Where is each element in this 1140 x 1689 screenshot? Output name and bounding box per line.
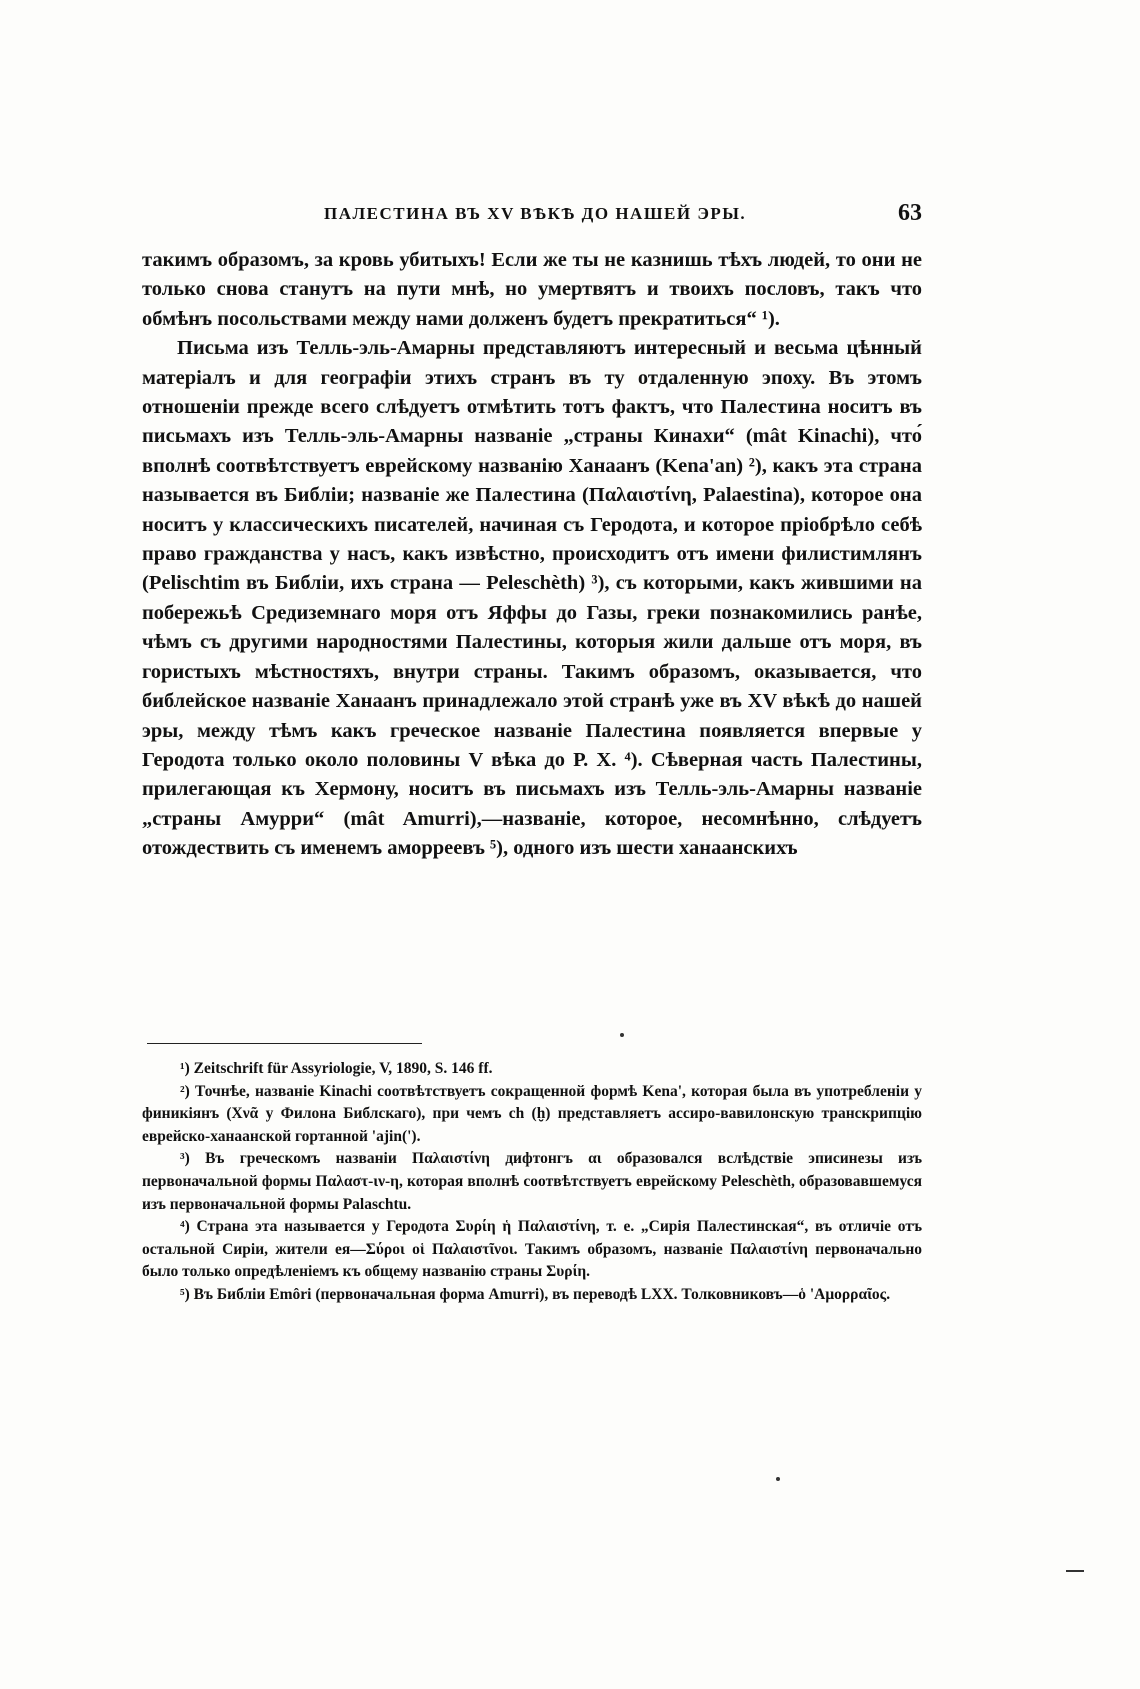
footnote-2: ²) Точнѣе, названіе Kinachi соотвѣтствуетъ сокращенной формѣ Kena', которая была въ употребленіи у финикіянъ (Χνᾶ у Филона Библскаго), при чемъ ch (ḫ) представляетъ ассиро-вавилонскую транскрипцію еврейско-ханаанской гортанной 'ajin('). [142, 1082, 922, 1145]
ink-speck [776, 1477, 780, 1481]
page-number: 63 [898, 200, 922, 226]
footnote-4: ⁴) Страна эта называется у Геродота Συρίη ἡ Παλαιστίνη, т. е. „Сирія Палестинская“, въ отличіе отъ остальной Сиріи, жители ея—Σύροι οἱ Παλαιστῖνοι. Такимъ образомъ, названіе Παλαιστίνη первоначально было только опредѣленіемъ къ общему названію страны Συρίη. [142, 1218, 922, 1281]
paragraph: Письма изъ Телль-эль-Амарны представляютъ интересный и весьма цѣнный матеріалъ и для географіи этихъ странъ въ ту отдаленную эпоху. Въ этомъ отношеніи прежде всего слѣдуетъ отмѣтить тотъ фактъ, что Палестина носитъ въ письмахъ изъ Телль-эль-Амарны названіе „страны Кинахи“ (mât Kinachi), что́ вполнѣ соотвѣтствуетъ еврейскому названію Ханаанъ (Kena'an) ²), какъ эта страна называется въ Библіи; названіе же Палестина (Παλαιστίνη, Palaestina), которое она носитъ у классическихъ писателей, начиная съ Геродота, и которое пріобрѣло себѣ право гражданства у насъ, какъ извѣстно, происходитъ отъ имени филистимлянъ (Pelischtim въ Библіи, ихъ страна — Peleschèth) ³), съ которыми, какъ жившими на побережьѣ Средиземнаго моря отъ Яффы до Газы, греки познакомились ранѣе, чѣмъ съ другими народностями Палестины, которыя жили дальше отъ моря, въ гористыхъ мѣстностяхъ, внутри страны. Такимъ образомъ, оказывается, что библейское названіе Ханаанъ принадлежало этой странѣ уже въ XV вѣкѣ до нашей эры, между тѣмъ какъ греческое названіе Палестина появляется впервые у Геродота только около половины V вѣка до Р. Х. ⁴). Сѣверная часть Палестины, прилегающая къ Хермону, носитъ въ письмахъ изъ Телль-эль-Амарны названіе „страны Амурри“ (mât Amurri),—названіе, которое, несомнѣнно, слѣдуетъ отождествить съ именемъ аморреевъ ⁵), одного изъ шести ханаанскихъ [142, 337, 922, 860]
footnotes [142, 1058, 922, 1307]
ink-speck [620, 1033, 624, 1037]
scan-mark [1066, 1570, 1084, 1572]
footnote-1: ¹) Zeitschrift für Assyriologie, V, 1890, S. 146 ff. [180, 1060, 493, 1077]
footnote-5: ⁵) Въ Библіи Emôri (первоначальная форма Amurri), въ переводѣ LXX. Толковниковъ—ὁ 'Αμορραῖος. [180, 1285, 891, 1303]
paragraph: такимъ образомъ, за кровь убитыхъ! Если же ты не казнишь тѣхъ людей, то они не только снова станутъ на пути мнѣ, но умертвятъ и твоихъ пословъ, такъ что обмѣнъ посольствами между нами долженъ будетъ прекратиться“ ¹). [142, 249, 922, 330]
page-header [142, 200, 922, 234]
footnote-separator [147, 1043, 422, 1044]
footnote-3: ³) Въ греческомъ названіи Παλαιστίνη дифтонгъ αι образовался вслѣдствіе эписинезы изъ первоначальной формы Παλαστ-ιν-η, которая вполнѣ соотвѣтствуетъ еврейскому Peleschèth, образовавшемуся изъ первоначальной формы Palaschtu. [142, 1150, 922, 1213]
main-text [142, 246, 922, 864]
running-head: ПАЛЕСТИНА ВЪ XV ВѢКѢ ДО НАШЕЙ ЭРЫ. [324, 204, 747, 223]
